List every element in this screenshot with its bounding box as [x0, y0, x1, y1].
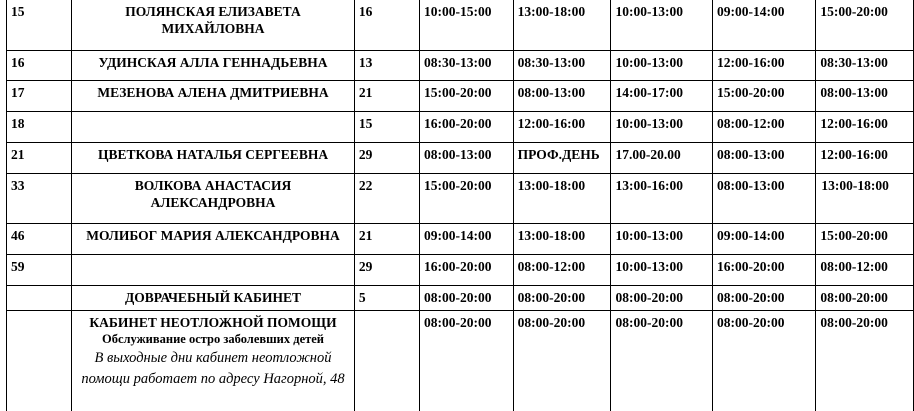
- doctor-number: 21: [7, 143, 72, 174]
- time-cell: 08:00-20:00: [816, 286, 914, 311]
- time-cell: 12:00-16:00: [816, 112, 914, 143]
- time-cell: 08:00-20:00: [420, 311, 514, 411]
- time-cell: 10:00-13:00: [611, 112, 712, 143]
- room-number: 15: [354, 112, 419, 143]
- time-cell: 08:00-20:00: [513, 286, 611, 311]
- time-cell: 09:00-14:00: [712, 224, 815, 255]
- time-cell: 10:00-13:00: [611, 0, 712, 51]
- time-cell: 10:00-13:00: [611, 51, 712, 81]
- doctor-number: 33: [7, 174, 72, 224]
- doctor-name: [72, 255, 355, 286]
- table-row: [7, 0, 914, 51]
- table-row-urgent: [7, 311, 914, 411]
- room-number: 21: [354, 224, 419, 255]
- time-cell: 08:00-13:00: [816, 81, 914, 112]
- time-cell: 13:00-18:00: [513, 224, 611, 255]
- time-cell: 08:00-20:00: [712, 311, 815, 411]
- time-cell: 08:00-13:00: [712, 174, 815, 224]
- urgent-care-cell: [72, 311, 355, 411]
- time-cell: 08:00-20:00: [420, 286, 514, 311]
- table-row: [7, 51, 914, 81]
- time-cell: 10:00-13:00: [611, 255, 712, 286]
- table-row: [7, 143, 914, 174]
- time-cell: 15:00-20:00: [712, 81, 815, 112]
- time-cell: 09:00-14:00: [712, 0, 815, 51]
- doctor-name: МЕЗЕНОВА АЛЕНА ДМИТРИЕВНА: [72, 81, 355, 112]
- room-number: 21: [354, 81, 419, 112]
- room-number: 13: [354, 51, 419, 81]
- time-cell: 10:00-15:00: [420, 0, 514, 51]
- table-row: [7, 286, 914, 311]
- time-cell: 16:00-20:00: [420, 112, 514, 143]
- schedule-table: [6, 0, 914, 411]
- doctor-number: 16: [7, 51, 72, 81]
- time-cell: 13:00-18:00: [513, 0, 611, 51]
- time-cell: 16:00-20:00: [420, 255, 514, 286]
- doctor-name: [72, 112, 355, 143]
- time-cell: 08:00-12:00: [712, 112, 815, 143]
- time-cell: 08:00-20:00: [513, 311, 611, 411]
- room-number: 29: [354, 143, 419, 174]
- time-cell: 13:00-18:00: [816, 174, 914, 224]
- time-cell: 15:00-20:00: [420, 81, 514, 112]
- room-number: 16: [354, 0, 419, 51]
- doctor-number: 18: [7, 112, 72, 143]
- doctor-name: ДОВРАЧЕБНЫЙ КАБИНЕТ: [72, 286, 355, 311]
- time-cell: 08:00-13:00: [513, 81, 611, 112]
- room-number: 5: [354, 286, 419, 311]
- time-cell: 08:00-20:00: [611, 311, 712, 411]
- table-row: [7, 255, 914, 286]
- time-cell: 08:30-13:00: [420, 51, 514, 81]
- time-cell: 08:30-13:00: [816, 51, 914, 81]
- doctor-number: 59: [7, 255, 72, 286]
- time-cell: 08:30-13:00: [513, 51, 611, 81]
- time-cell: 12:00-16:00: [816, 143, 914, 174]
- table-row: [7, 112, 914, 143]
- time-cell: 15:00-20:00: [420, 174, 514, 224]
- time-cell: 10:00-13:00: [611, 224, 712, 255]
- doctor-number: [7, 311, 72, 411]
- doctor-name: ЦВЕТКОВА НАТАЛЬЯ СЕРГЕЕВНА: [72, 143, 355, 174]
- time-cell: 08:00-20:00: [712, 286, 815, 311]
- time-cell: 08:00-20:00: [611, 286, 712, 311]
- time-cell: 08:00-13:00: [712, 143, 815, 174]
- time-cell: 13:00-18:00: [513, 174, 611, 224]
- doctor-name: УДИНСКАЯ АЛЛА ГЕННАДЬЕВНА: [72, 51, 355, 81]
- doctor-number: 17: [7, 81, 72, 112]
- room-number: 29: [354, 255, 419, 286]
- doctor-name: МОЛИБОГ МАРИЯ АЛЕКСАНДРОВНА: [72, 224, 355, 255]
- table-row: [7, 224, 914, 255]
- time-cell: 08:00-12:00: [513, 255, 611, 286]
- time-cell: ПРОФ.ДЕНЬ: [513, 143, 611, 174]
- urgent-note: В выходные дни кабинет неотложной помощи работает по адресу Нагорной, 48: [81, 350, 345, 387]
- table-row: [7, 81, 914, 112]
- room-number: [354, 311, 419, 411]
- time-cell: 15:00-20:00: [816, 224, 914, 255]
- time-cell: 08:00-13:00: [420, 143, 514, 174]
- time-cell: 17.00-20.00: [611, 143, 712, 174]
- table-row: [7, 174, 914, 224]
- time-cell: 13:00-16:00: [611, 174, 712, 224]
- doctor-name: ВОЛКОВА АНАСТАСИЯ АЛЕКСАНДРОВНА: [72, 174, 355, 224]
- doctor-number: 46: [7, 224, 72, 255]
- time-cell: 12:00-16:00: [513, 112, 611, 143]
- doctor-name: ПОЛЯНСКАЯ ЕЛИЗАВЕТА МИХАЙЛОВНА: [72, 0, 355, 51]
- doctor-number: [7, 286, 72, 311]
- urgent-subtitle: Обслуживание остро заболевших детей: [101, 332, 325, 346]
- time-cell: 08:00-12:00: [816, 255, 914, 286]
- time-cell: 12:00-16:00: [712, 51, 815, 81]
- urgent-title: КАБИНЕТ НЕОТЛОЖНОЙ ПОМОЩИ: [89, 315, 337, 330]
- room-number: 22: [354, 174, 419, 224]
- time-cell: 14:00-17:00: [611, 81, 712, 112]
- time-cell: 09:00-14:00: [420, 224, 514, 255]
- doctor-number: 15: [7, 0, 72, 51]
- time-cell: 15:00-20:00: [816, 0, 914, 51]
- time-cell: 08:00-20:00: [816, 311, 914, 411]
- time-cell: 16:00-20:00: [712, 255, 815, 286]
